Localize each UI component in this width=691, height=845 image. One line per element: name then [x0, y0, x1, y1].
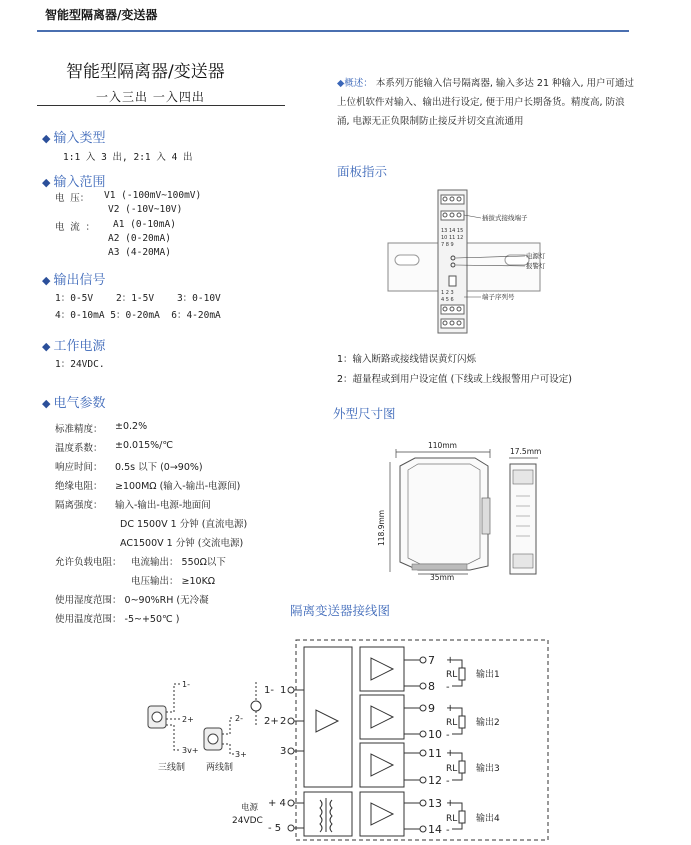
callout-alarm: 报警灯 [526, 262, 546, 270]
dim-rail: 35mm [430, 573, 455, 582]
svg-text:+: + [446, 748, 455, 759]
panel-title: 面板指示 [337, 164, 388, 179]
page-title: 智能型隔离器/变送器 [66, 62, 225, 82]
power-text: 1：24VDC. [55, 359, 105, 370]
input-type-heading: ◆ 输入类型 [42, 131, 106, 146]
power-terminal-4: + 4 [268, 798, 286, 809]
terminal-7: 7 [428, 654, 435, 667]
current-label: 电 流 ： [55, 222, 95, 233]
input-terminal-3: 3 [280, 746, 287, 757]
svg-text:+: + [446, 798, 455, 809]
rail-slot [395, 255, 419, 265]
three-wire-label: 三线制 [158, 763, 186, 773]
output-stage-block [360, 647, 404, 691]
panel-note-1: 1：输入断路或接线错误黄灯闪烁 [337, 354, 477, 365]
terminal-8: 8 [428, 680, 435, 693]
rl-label: RL [446, 670, 458, 680]
input-terminal-1: 1 [280, 685, 287, 696]
load-current: 电流输出： 550Ω以下 [131, 557, 226, 568]
input-stage-block [304, 647, 352, 787]
input-terminal-2: 2 [280, 716, 287, 727]
humidity-range: 使用湿度范围： 0~90%RH (无冷凝 [55, 595, 209, 606]
output-3-label: 输出3 [476, 764, 500, 774]
module-side-profile [400, 458, 488, 570]
amplifier-icon [371, 803, 393, 825]
callout-terminal: 插拔式接线端子 [482, 214, 528, 222]
dim-depth: 17.5mm [510, 447, 542, 456]
param-value-response: 0.5s 以下 (0→90%) [115, 462, 203, 473]
diamond-icon: ◆ [42, 397, 51, 410]
diamond-icon: ◆ [42, 176, 51, 189]
output-signal-heading: ◆ 输出信号 [42, 273, 106, 288]
load-voltage: 电压输出： ≥10KΩ [131, 576, 216, 587]
param-value-insulation: ≥100MΩ (输入-输出-电源间) [115, 481, 241, 492]
switch-icon [449, 276, 456, 286]
wiring-title: 隔离变送器接线图 [290, 603, 391, 618]
param-label-response: 响应时间： [55, 462, 103, 473]
title-divider [37, 105, 285, 106]
svg-text:-: - [446, 682, 450, 693]
diamond-icon: ◆ [42, 274, 51, 287]
input-range-heading: ◆ 输入范围 [42, 175, 106, 190]
output-line-2: 4：0-10mA 5：0-20mA 6：4-20mA [55, 310, 221, 321]
dimensions-title: 外型尺寸图 [333, 406, 396, 421]
terminal-14: 14 [428, 823, 442, 836]
dim-width: 110mm [428, 441, 457, 450]
temperature-range: 使用温度范围： -5~+50℃ ) [55, 614, 180, 625]
svg-text:-: - [446, 730, 450, 741]
two-wire-term: 2- [235, 714, 243, 723]
output-line-1: 1：0-5V 2：1-5V 3：0-10V [55, 293, 221, 304]
terminal-number-bottom: 4 5 6 [441, 297, 454, 303]
isolation-ac: AC1500V 1 分钟 (交流电源) [120, 538, 244, 549]
terminal-9: 9 [428, 702, 435, 715]
power-terminal-5: - 5 [268, 823, 282, 834]
voltage-label: 电 压： [55, 193, 90, 204]
output-2-label: 输出2 [476, 718, 500, 728]
rl-label: RL [446, 718, 458, 728]
dimension-diagram [370, 436, 560, 586]
current-a3: A3 (4-20MA) [108, 247, 171, 258]
output-1-label: 输出1 [476, 670, 500, 680]
param-label-isolation: 隔离强度： [55, 500, 103, 511]
three-wire-term: 2+ [182, 715, 194, 724]
input-terminal-label: 2+ [264, 716, 279, 727]
two-wire-label: 两线制 [206, 763, 234, 773]
rl-label: RL [446, 764, 458, 774]
terminal-10: 10 [428, 728, 442, 741]
terminal-number-bottom: 1 2 3 [441, 290, 454, 296]
overview-paragraph [337, 74, 637, 131]
three-wire-term: 3v+ [182, 746, 199, 755]
power-label: 电源 [241, 803, 259, 813]
param-value-accuracy: ±0.2% [115, 421, 148, 432]
terminal-11: 11 [428, 747, 442, 760]
diamond-icon: ◆ [42, 340, 51, 353]
input-terminal-label: 1- [264, 685, 274, 696]
amplifier-icon [371, 754, 393, 776]
load-label: 允许负载电阻： [55, 557, 122, 568]
dim-height: 118.9mm [377, 509, 386, 546]
power-heading: ◆ 工作电源 [42, 339, 106, 354]
amplifier-icon [371, 706, 393, 728]
isolation-dc: DC 1500V 1 分钟 (直流电源) [120, 519, 248, 530]
svg-text:+: + [446, 703, 455, 714]
wiring-diagram [140, 632, 560, 844]
electrical-heading: ◆ 电气参数 [42, 396, 106, 411]
param-label-insulation: 绝缘电阻： [55, 481, 103, 492]
rl-label: RL [446, 814, 458, 824]
terminal-13: 13 [428, 797, 442, 810]
two-wire-term: 3+ [235, 750, 247, 759]
output-stage-block [360, 792, 404, 836]
three-wire-term: 1- [182, 680, 190, 689]
amplifier-icon [316, 710, 338, 732]
param-label-tempcoef: 温度系数： [55, 443, 103, 454]
isolator-enclosure [296, 640, 548, 840]
callout-power: 电源灯 [526, 252, 546, 260]
terminal-12: 12 [428, 774, 442, 787]
panel-note-2: 2：超量程或到用户设定值 (下线或上线报警用户可设定) [337, 374, 572, 385]
callout-sequence: 端子序列号 [482, 293, 515, 301]
current-source-icon [251, 701, 261, 711]
amplifier-icon [371, 658, 393, 680]
overview-text: 本系列万能输入信号隔离器, 输入多达 21 种输入, 用户可通过上位机软件对输入、输出进行设定, 便于用户长期备货。精度高, 防浪涌, 电源无正负限制防止接反并切交直流通用 [337, 78, 635, 127]
svg-text:-: - [446, 825, 450, 836]
diamond-icon: ◆ [42, 132, 51, 145]
voltage-v2: V2 (-10V~10V) [108, 204, 183, 215]
header-title: 智能型隔离器/变送器 [45, 8, 158, 22]
panel-diagram [385, 188, 585, 338]
voltage-v1: V1 (-100mV~100mV) [104, 190, 202, 201]
param-label-accuracy: 标准精度： [55, 424, 103, 435]
param-value-tempcoef: ±0.015%/℃ [115, 440, 174, 451]
power-transformer-block [304, 792, 352, 836]
svg-text:-: - [446, 776, 450, 787]
overview-label: ◆概述： [337, 78, 373, 89]
terminal-number-top: 13 14 15 [441, 228, 464, 234]
current-a2: A2 (0-20mA) [108, 233, 171, 244]
input-type-text: 1:1 入 3 出, 2:1 入 4 出 [63, 152, 193, 163]
param-value-isolation: 输入-输出-电源-地面间 [115, 500, 211, 511]
page-subtitle: 一入三出 一入四出 [96, 90, 205, 104]
power-value: 24VDC [232, 816, 263, 826]
terminal-number-top: 7 8 9 [441, 242, 454, 248]
output-4-label: 输出4 [476, 814, 500, 824]
output-stage-block [360, 695, 404, 739]
header-divider [37, 30, 629, 32]
output-stage-block [360, 743, 404, 787]
terminal-number-top: 10 11 12 [441, 235, 464, 241]
current-a1: A1 (0-10mA) [113, 219, 176, 230]
svg-text:+: + [446, 655, 455, 666]
